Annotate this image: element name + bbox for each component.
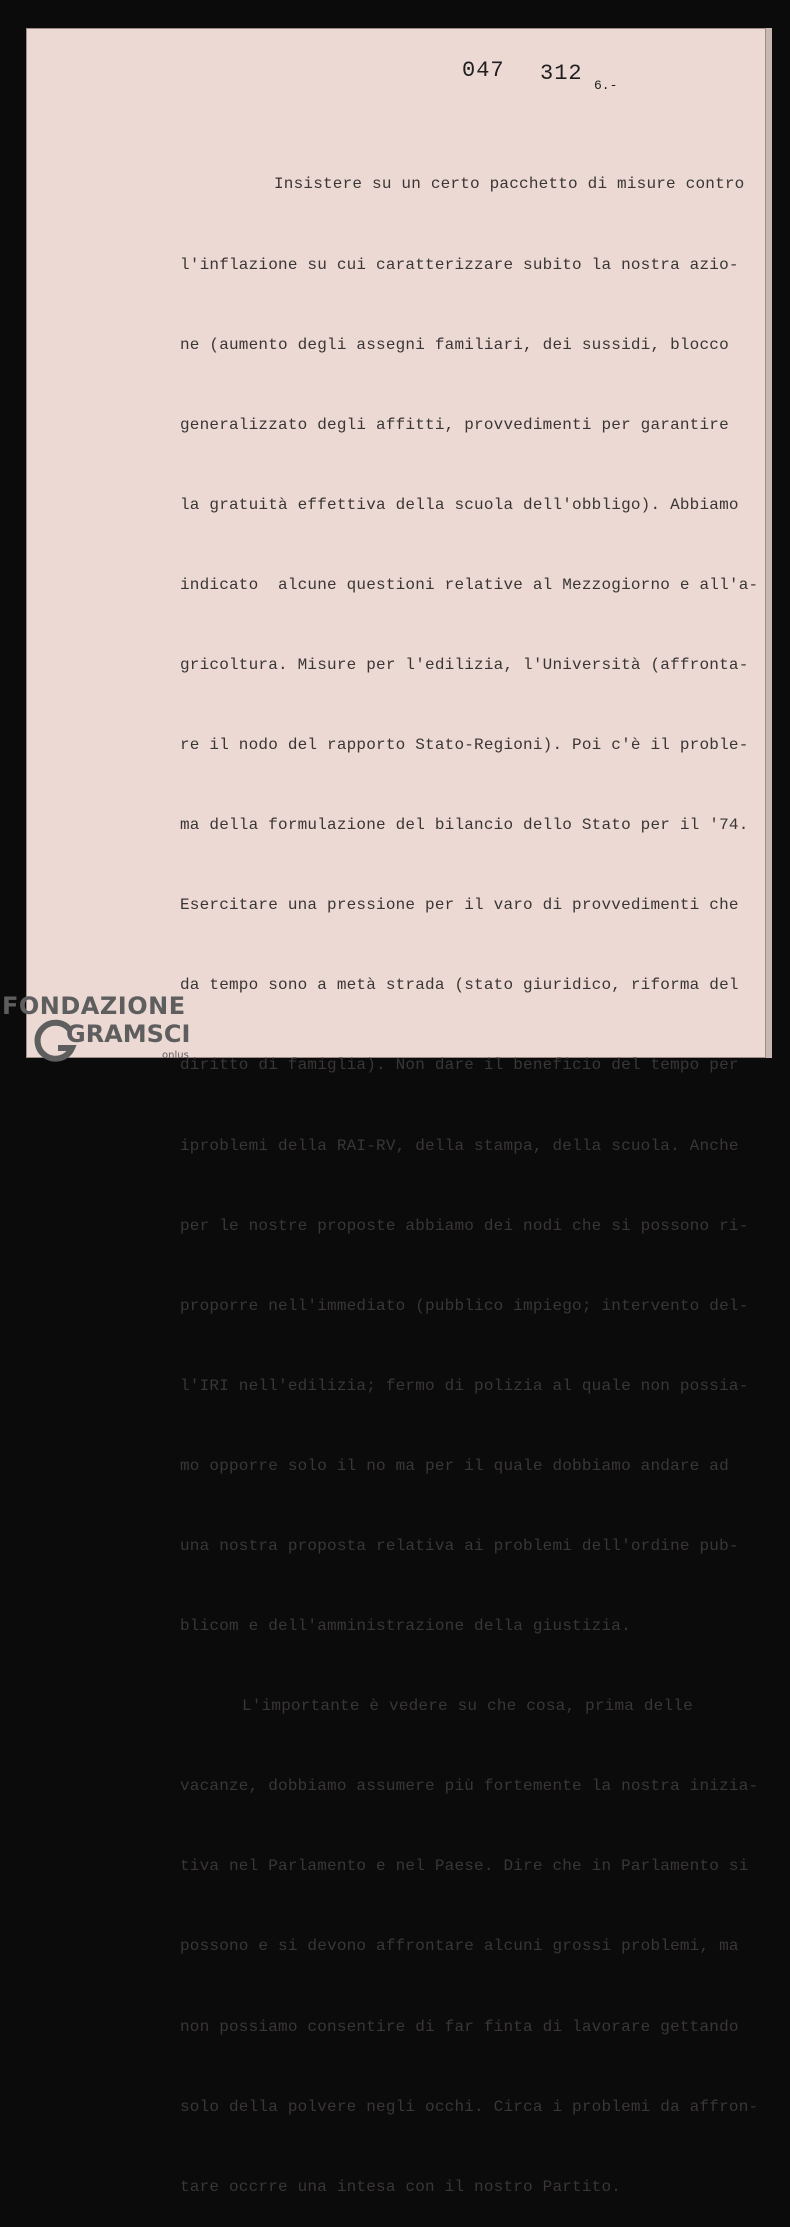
page-label: 6.- [594, 78, 618, 93]
text-line: la gratuità effettiva della scuola dell'obbligo). Abbiamo [180, 495, 739, 514]
watermark-line1: FONDAZIONE [2, 992, 186, 1020]
text-line: l'IRI nell'edilizia; fermo di polizia al quale non possia- [180, 1376, 749, 1395]
text-line: proporre nell'immediato (pubblico impiego; intervento del- [180, 1296, 749, 1315]
doc-subnumber: 312 [540, 61, 583, 86]
text-line: ne (aumento degli assegni familiari, dei sussidi, blocco [180, 335, 729, 354]
text-line: iproblemi della RAI-RV, della stampa, della scuola. Anche [180, 1136, 739, 1155]
text-line: gricoltura. Misure per l'edilizia, l'Università (affronta- [180, 655, 749, 674]
text-line: da tempo sono a metà strada (stato giuridico, riforma del [180, 976, 739, 995]
text-line: tare occrre una intesa con il nostro Partito. [180, 2177, 622, 2196]
page-edge [766, 28, 772, 1058]
text-line: solo della polvere negli occhi. Circa i problemi da affron- [180, 2097, 759, 2116]
text-line: ma della formulazione del bilancio dello Stato per il '74. [180, 816, 749, 835]
text-line: indicato alcune questioni relative al Mezzogiorno e all'a- [180, 575, 759, 594]
text-line: vacanze, dobbiamo assumere più fortemente la nostra inizia- [180, 1777, 759, 1796]
document-body [180, 118, 759, 2227]
text-line: una nostra proposta relativa ai problemi dell'ordine pub- [180, 1537, 739, 1555]
text-line: Insistere su un certo pacchetto di misure contro [274, 175, 745, 194]
text-line: re il nodo del rapporto Stato-Regioni). Poi c'è il proble- [180, 736, 749, 755]
doc-number: 047 [462, 58, 505, 83]
text-line: non possiamo consentire di far finta di lavorare gettando [180, 2017, 739, 2036]
text-line: per le nostre proposte abbiamo dei nodi che si possono ri- [180, 1216, 749, 1235]
text-line: l'inflazione su cui caratterizzare subito la nostra azio- [180, 255, 739, 274]
text-line: Esercitare una pressione per il varo di provvedimenti che [180, 896, 739, 915]
text-line: possono e si devono affrontare alcuni grossi problemi, ma [180, 1937, 739, 1956]
watermark-line2: GRAMSCI [66, 1020, 191, 1048]
text-line: tiva nel Parlamento e nel Paese. Dire che in Parlamento si [180, 1857, 749, 1876]
text-line: generalizzato degli affitti, provvedimenti per garantire [180, 415, 729, 434]
text-line: diritto di famiglia). Non dare il beneficio del tempo per [180, 1056, 739, 1075]
text-line: blicom e dell'amministrazione della giustizia. [180, 1617, 631, 1636]
text-line: mo opporre solo il no ma per il quale dobbiamo andare ad [180, 1456, 729, 1475]
watermark-small: onlus [162, 1050, 189, 1061]
document-header [462, 58, 722, 98]
watermark-logo [2, 992, 202, 1072]
text-line: L'importante è vedere su che cosa, prima delle [242, 1697, 693, 1716]
